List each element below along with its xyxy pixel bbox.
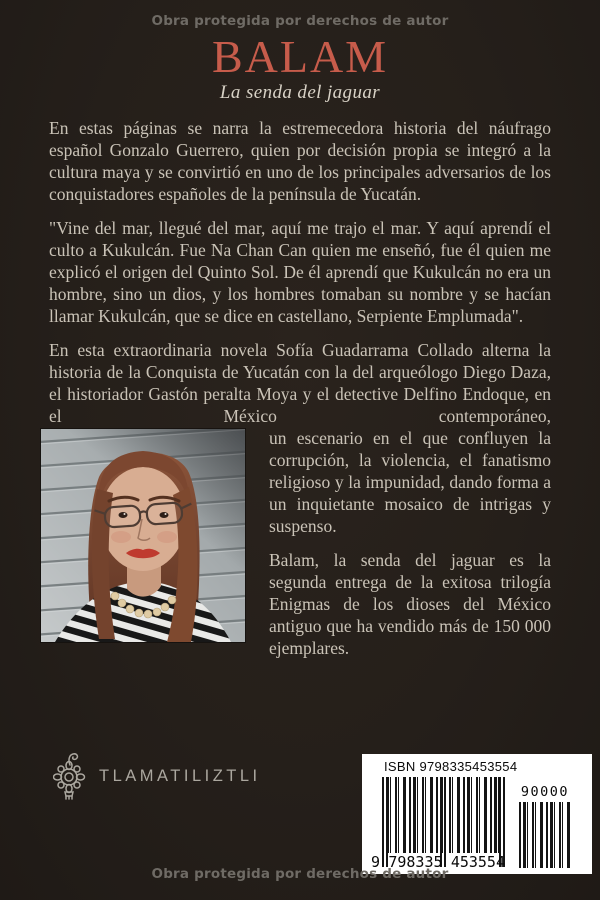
publisher-logo (53, 752, 261, 800)
ean-group-1: 798335 (388, 853, 443, 871)
publisher-name: TLAMATILIZTLI (99, 766, 261, 785)
author-photo (41, 429, 245, 642)
barcode-bars (382, 777, 504, 853)
author-portrait-illustration (41, 429, 245, 642)
photo-text-wrap (49, 427, 551, 659)
quote-paragraph: "Vine del mar, llegué del mar, aquí me trajo el mar. Y aquí aprendí el culto a Kukulcán. Fue Na Chan Can quien me enseñó, fue él quien me explicó el origen del Quinto Sol. De él aprendí que Kukulcán no era un hombre, sino un dios, y los hombres tomaban su nombre y se hacían llamar Kukulcán, que se dice en castellano, Serpiente Emplumada". (49, 218, 551, 326)
synopsis-text (49, 117, 551, 659)
barcode-main (370, 777, 504, 872)
copyright-watermark-top: Obra protegida por derechos de autor (151, 13, 449, 29)
synopsis-paragraph-2: En esta extraordinaria novela Sofía Guadarrama Collado alterna la historia de la Conquista de Yucatán con la del arqueólogo Diego Daza, el historiador Gastón peralta Moya y el detective Delfino Endoque, en el México contemporáneo, (49, 340, 551, 426)
synopsis-paragraph-3: Balam, la senda del jaguar es la segunda entrega de la exitosa trilogía Enigmas de los dioses del México antiguo que ha vendido más de 150 000 ejemplares. (269, 550, 551, 658)
synopsis-paragraph-2-continued: un escenario en el que confluyen la corrupción, la violencia, el fanatismo religioso y la impunidad, dando forma a un inquietante mosaico de intrigas y suspenso. (269, 428, 551, 536)
isbn-number: ISBN 9798335453554 (384, 759, 518, 774)
copyright-watermark-bottom: Obra protegida por derechos de autor (151, 866, 449, 882)
barcode-supplement-bars (519, 802, 571, 868)
isbn-barcode (362, 754, 592, 874)
synopsis-paragraph-1: En estas páginas se narra la estremecedora historia del náufrago español Gonzalo Guerrero, quien por decisión propia se integró a la cultura maya y se convirtió en uno de los principales adversarios de los conquistadores españoles de la península de Yucatán. (49, 118, 551, 204)
barcode-supplement-code: 90000 (520, 784, 570, 800)
ean-group-2: 453554 (450, 853, 505, 871)
ean-lead-digit: 9 (371, 853, 381, 871)
barcode-supplement (517, 777, 573, 868)
book-subtitle: La senda del jaguar (219, 82, 381, 103)
aztec-flower-seal-icon (53, 752, 87, 800)
book-title: BALAM (211, 31, 389, 82)
